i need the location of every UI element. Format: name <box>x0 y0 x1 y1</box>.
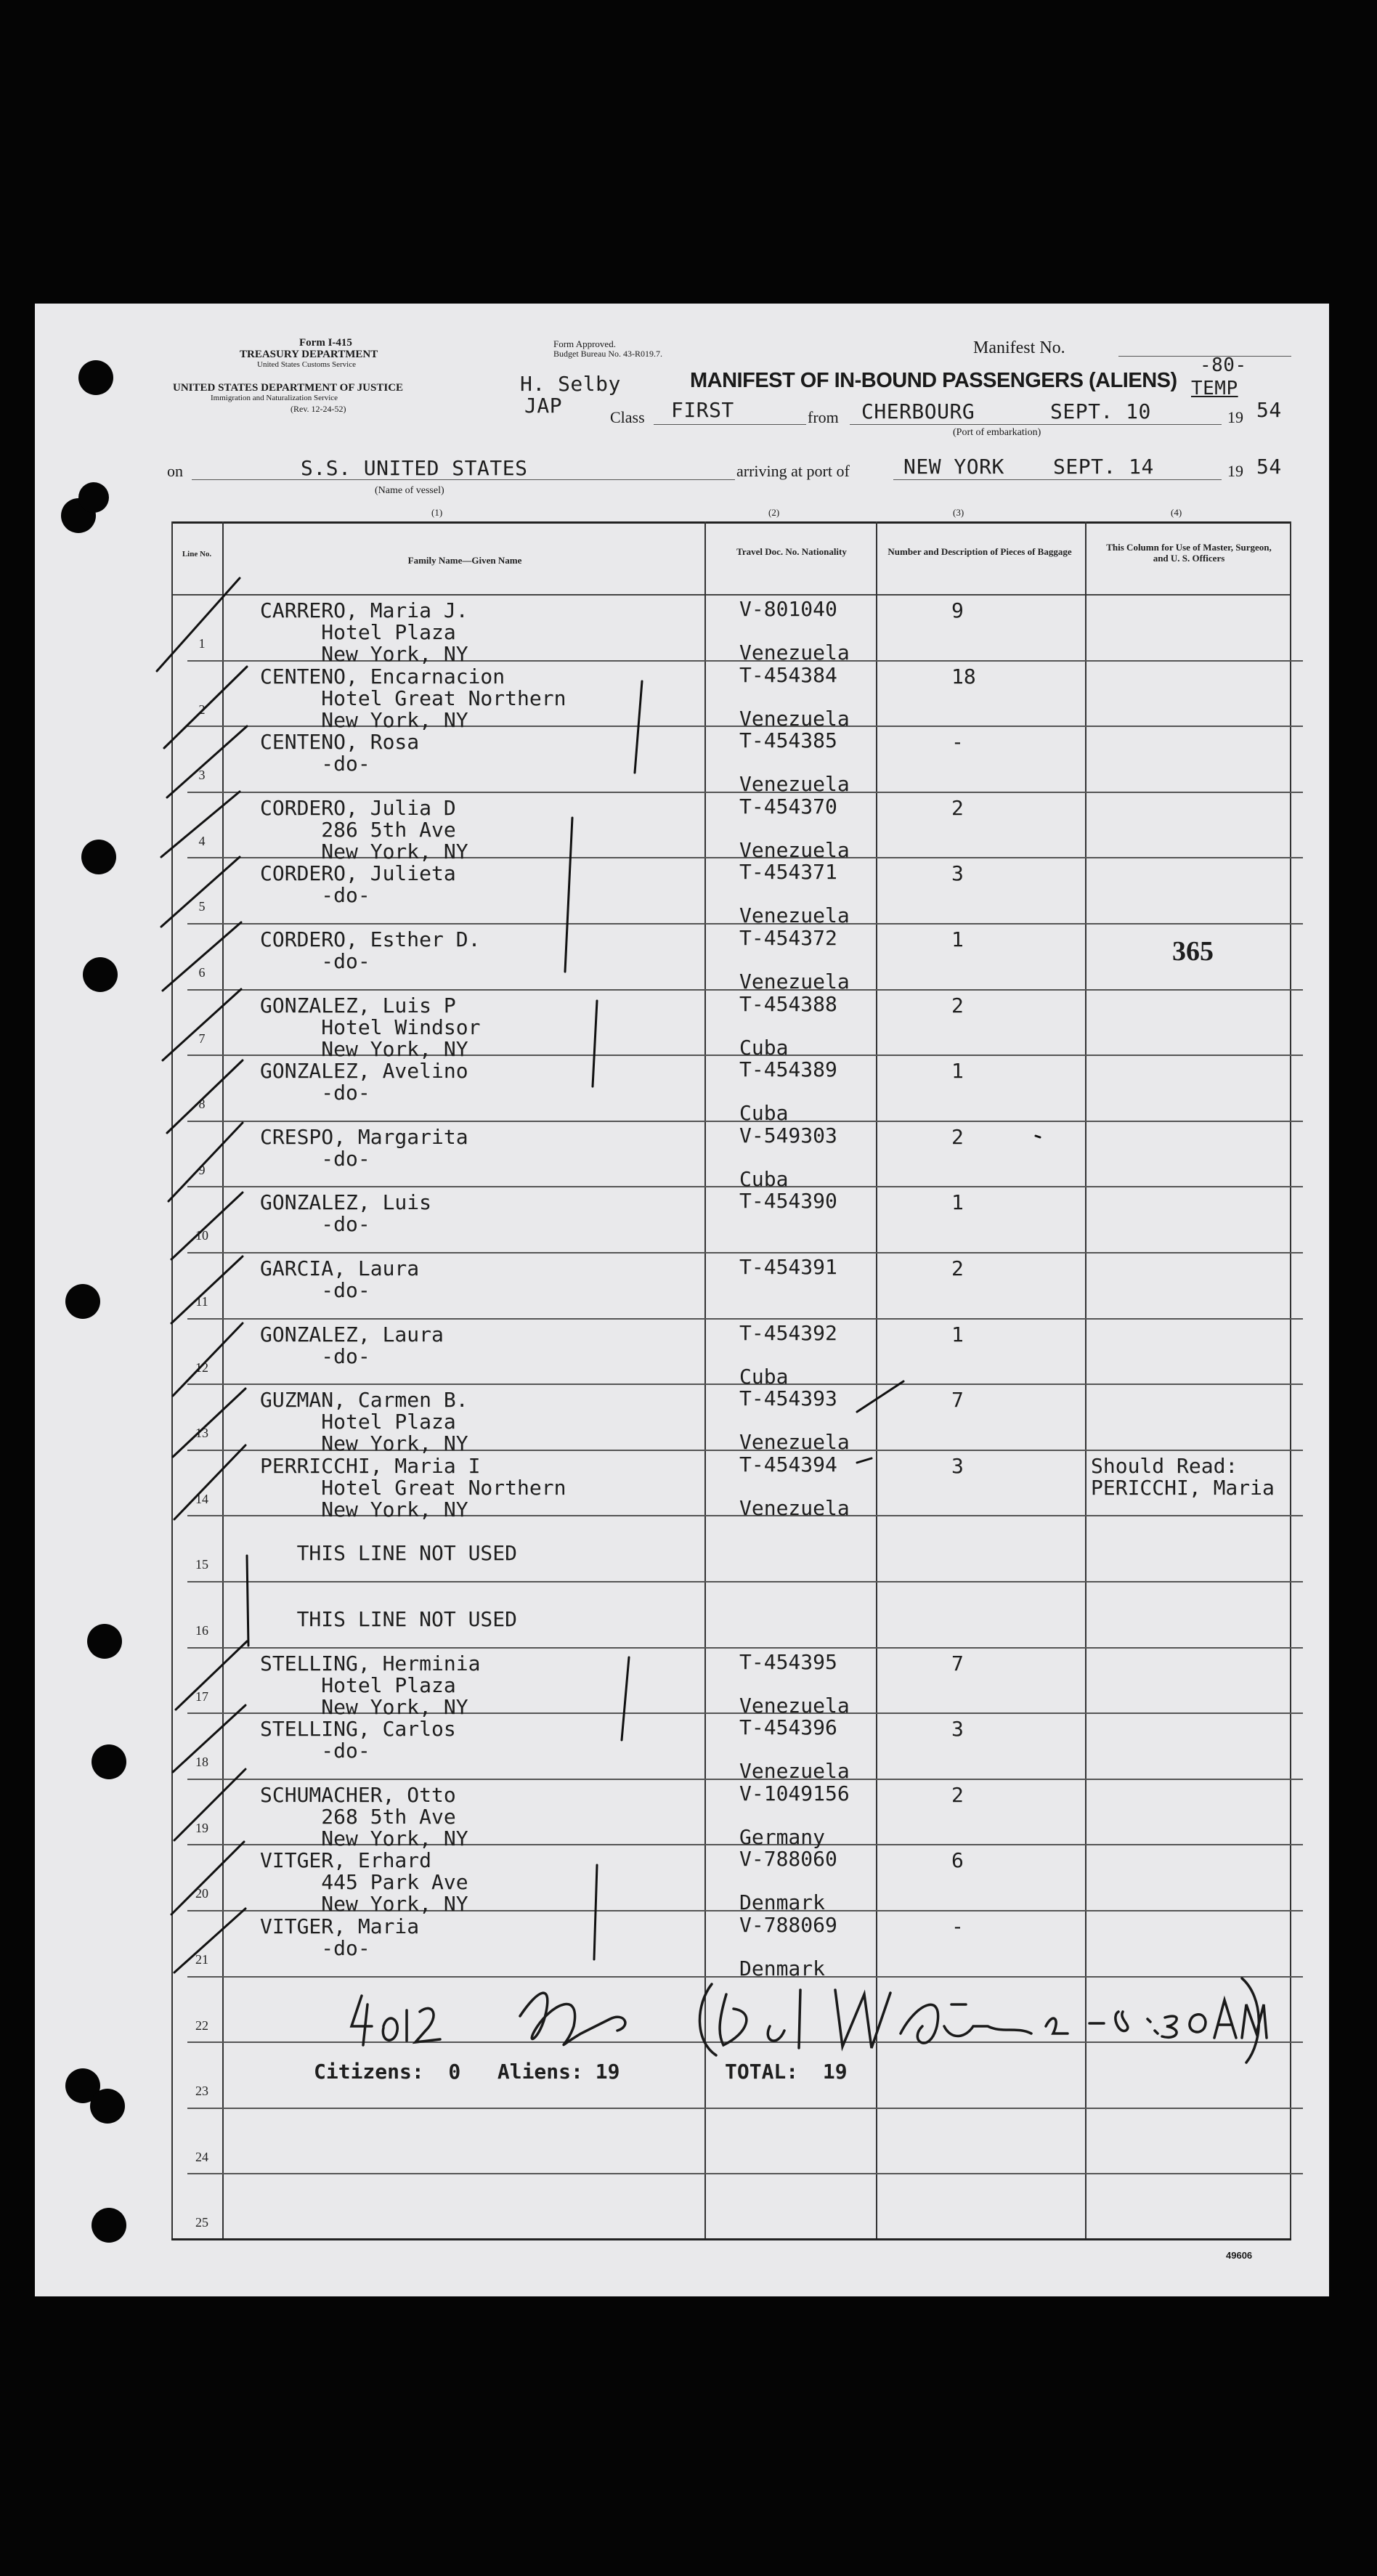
typed-name: H. Selby <box>520 372 621 396</box>
passenger-name: PERRICCHI, Maria I Hotel Great Northern New York, NY <box>260 1453 566 1521</box>
table-right-border <box>1290 521 1291 2240</box>
punch-hole <box>65 1284 100 1319</box>
baggage-count: 1 <box>951 1059 964 1084</box>
baggage-count: 7 <box>951 1388 964 1413</box>
travel-doc-number: V-788060 <box>739 1847 837 1872</box>
depart-year-prefix: 19 <box>1227 408 1243 426</box>
nationality: Venezuela <box>739 970 850 994</box>
travel-doc-number: V-1049156 <box>739 1781 850 1805</box>
line-number: 3 <box>198 768 206 783</box>
col-num-4: (4) <box>1171 507 1182 518</box>
class-value: FIRST <box>671 398 734 422</box>
line-number: 22 <box>195 2018 208 2033</box>
on-label: on <box>167 462 183 480</box>
travel-doc-number: T-454384 <box>739 662 837 687</box>
revision: (Rev. 12-24-52) <box>291 404 346 414</box>
nationality: Venezuela <box>739 772 850 797</box>
travel-doc-number: T-454388 <box>739 991 837 1016</box>
officer-note: Should Read: PERICCHI, Maria <box>1091 1453 1275 1500</box>
row-divider <box>187 1252 1303 1254</box>
line-number: 17 <box>195 1689 208 1704</box>
baggage-count: 2 <box>951 993 964 1017</box>
travel-doc-number: V-788069 <box>739 1913 837 1937</box>
line-number: 21 <box>195 1952 208 1967</box>
manifest-no-label: Manifest No. <box>973 338 1065 357</box>
col-header-travel-doc: Travel Doc. No. Nationality <box>736 546 847 557</box>
baggage-count: - <box>951 730 964 755</box>
officer-note: 365 <box>1172 936 1214 967</box>
line-number: 18 <box>195 1755 208 1770</box>
row-divider <box>187 1318 1303 1320</box>
travel-doc-number: T-454390 <box>739 1189 837 1214</box>
travel-doc-number: T-454372 <box>739 926 837 950</box>
travel-doc-number: T-454393 <box>739 1386 837 1411</box>
class-line <box>654 424 806 425</box>
from-line <box>850 424 1222 425</box>
punch-hole <box>78 482 109 513</box>
col-header-line-no: Line No. <box>182 550 212 558</box>
vessel-label: (Name of vessel) <box>375 485 444 496</box>
arrival-year: 54 <box>1256 455 1282 479</box>
travel-doc-number: T-454391 <box>739 1255 837 1279</box>
passenger-name: CENTENO, Encarnacion Hotel Great Northern New York, NY <box>260 664 566 732</box>
passenger-name: VITGER, Maria -do- <box>260 1914 420 1960</box>
travel-doc-number: T-454392 <box>739 1320 837 1345</box>
depart-date: SEPT. 10 <box>1050 399 1151 423</box>
passenger-name: GUZMAN, Carmen B. Hotel Plaza New York, NY <box>260 1388 468 1456</box>
nationality: Venezuela <box>739 1759 850 1784</box>
col-num-1: (1) <box>431 507 443 518</box>
arrival-port: NEW YORK <box>903 455 1004 479</box>
punch-hole <box>92 1744 126 1779</box>
travel-doc-number: T-454396 <box>739 1715 837 1740</box>
depart-year: 54 <box>1256 398 1282 422</box>
nationality: Venezuela <box>739 903 850 928</box>
baggage-count: 2 <box>951 1256 964 1280</box>
baggage-column-border <box>1085 521 1086 2240</box>
form-approved: Form Approved. <box>553 338 616 349</box>
baggage-count: 3 <box>951 1717 964 1742</box>
baggage-count: 2 <box>951 1782 964 1807</box>
typed-code: JAP <box>524 394 563 418</box>
punch-hole <box>90 2089 125 2124</box>
arriving-label: arriving at port of <box>736 462 850 480</box>
citizens-aliens-totals: Citizens: 0 Aliens: 19 <box>314 2060 620 2084</box>
table-bottom-border <box>171 2238 1291 2240</box>
passenger-name: GONZALEZ, Laura -do- <box>260 1322 444 1368</box>
col-header-name: Family Name—Given Name <box>407 555 522 566</box>
baggage-count: 6 <box>951 1848 964 1873</box>
baggage-count: 3 <box>951 1453 964 1478</box>
travel-doc-number: T-454389 <box>739 1057 837 1082</box>
table-top-border <box>171 521 1290 524</box>
line-number: 23 <box>195 2084 208 2099</box>
line-number: 15 <box>195 1557 208 1572</box>
port-embark-label: (Port of embarkation) <box>953 427 1041 438</box>
name-column-border <box>704 521 706 2240</box>
row-divider <box>187 2173 1303 2174</box>
passenger-name: CARRERO, Maria J. Hotel Plaza New York, NY <box>260 598 468 666</box>
line-number: 7 <box>198 1031 206 1046</box>
arrival-line <box>893 479 1222 480</box>
punch-hole <box>78 360 113 395</box>
customs-service: United States Customs Service <box>257 360 356 369</box>
manifest-temp: TEMP <box>1191 378 1238 399</box>
nationality: Venezuela <box>739 641 850 665</box>
nationality: Germany <box>739 1824 826 1849</box>
col-num-3: (3) <box>953 507 964 518</box>
col-header-baggage: Number and Description of Pieces of Baggage <box>887 546 1072 557</box>
baggage-count: 7 <box>951 1651 964 1675</box>
passenger-name: CORDERO, Julia D 286 5th Ave New York, NY <box>260 795 468 864</box>
nationality: Denmark <box>739 1957 826 1980</box>
passenger-name: THIS LINE NOT USED <box>296 1541 518 1566</box>
line-number: 19 <box>195 1820 208 1835</box>
travel-doc-number: T-454371 <box>739 860 837 885</box>
passenger-name: CORDERO, Julieta -do- <box>260 861 456 908</box>
baggage-count: 2 <box>951 1124 964 1149</box>
treasury-dept: TREASURY DEPARTMENT <box>240 349 378 360</box>
line-number: 14 <box>195 1491 208 1506</box>
justice-dept: UNITED STATES DEPARTMENT OF JUSTICE <box>173 382 404 394</box>
line-number: 2 <box>198 702 206 717</box>
travel-doc-number: V-801040 <box>739 597 837 621</box>
baggage-count: 1 <box>951 1190 964 1215</box>
row-divider <box>187 2041 1303 2043</box>
baggage-count: 9 <box>951 598 964 622</box>
line-number: 9 <box>198 1162 206 1177</box>
class-label: Class <box>610 408 645 426</box>
nationality: Denmark <box>739 1890 826 1915</box>
baggage-count: 1 <box>951 927 964 951</box>
grand-total: TOTAL: 19 <box>725 2060 848 2084</box>
line-number: 5 <box>198 899 206 914</box>
arrival-year-prefix: 19 <box>1227 462 1243 480</box>
passenger-name: GONZALEZ, Luis P Hotel Windsor New York, NY <box>260 993 481 1061</box>
doc-column-border <box>876 521 877 2240</box>
passenger-name: GARCIA, Laura -do- <box>260 1256 420 1302</box>
travel-doc-number: T-454385 <box>739 728 837 753</box>
header-bottom-border <box>171 594 1290 596</box>
row-divider <box>187 1647 1303 1649</box>
manifest-title: MANIFEST OF IN-BOUND PASSENGERS (ALIENS) <box>690 369 1177 392</box>
line-number: 20 <box>195 1886 208 1901</box>
nationality: Venezuela <box>739 1430 850 1455</box>
passenger-name: CENTENO, Rosa -do- <box>260 730 420 776</box>
vessel-name: S.S. UNITED STATES <box>301 456 528 480</box>
nationality: Cuba <box>739 1166 789 1191</box>
manifest-no: -80- <box>1200 354 1247 376</box>
baggage-count: 18 <box>951 664 976 688</box>
from-label: from <box>808 408 839 426</box>
line-number: 11 <box>195 1294 208 1309</box>
line-number: 24 <box>195 2149 208 2164</box>
row-divider <box>187 1581 1303 1582</box>
line-number: 12 <box>195 1360 208 1375</box>
line-number: 6 <box>198 965 206 980</box>
line-number: 25 <box>195 2215 208 2230</box>
passenger-name: CRESPO, Margarita -do- <box>260 1124 468 1171</box>
nationality: Venezuela <box>739 1693 850 1718</box>
form-number: Form I-415 <box>299 337 352 349</box>
baggage-count: 1 <box>951 1322 964 1346</box>
passenger-name: STELLING, Herminia Hotel Plaza New York, NY <box>260 1651 481 1719</box>
baggage-count: - <box>951 1914 964 1938</box>
passenger-name: CORDERO, Esther D. -do- <box>260 927 481 973</box>
line-number: 16 <box>195 1623 208 1638</box>
nationality: Venezuela <box>739 1495 850 1520</box>
travel-doc-number: T-454394 <box>739 1452 837 1476</box>
row-divider <box>187 2108 1303 2109</box>
from-port: CHERBOURG <box>861 399 975 423</box>
travel-doc-number: T-454370 <box>739 794 837 818</box>
travel-doc-number: V-549303 <box>739 1123 837 1147</box>
nationality: Venezuela <box>739 837 850 862</box>
punch-hole <box>81 840 116 874</box>
line-number: 4 <box>198 833 206 848</box>
line-number: 10 <box>195 1228 208 1243</box>
nationality: Cuba <box>739 1035 789 1060</box>
arrival-date: SEPT. 14 <box>1053 455 1154 479</box>
punch-hole <box>87 1624 122 1659</box>
line-number: 13 <box>195 1426 208 1441</box>
nationality: Cuba <box>739 1364 789 1389</box>
passenger-name: SCHUMACHER, Otto 268 5th Ave New York, NY <box>260 1782 468 1850</box>
nationality: Cuba <box>739 1101 789 1126</box>
punch-hole <box>92 2208 126 2243</box>
passenger-name: THIS LINE NOT USED <box>296 1607 518 1631</box>
line-number: 1 <box>198 636 206 651</box>
passenger-name: GONZALEZ, Avelino -do- <box>260 1059 468 1105</box>
passenger-name: STELLING, Carlos -do- <box>260 1717 456 1763</box>
nationality: Venezuela <box>739 706 850 731</box>
baggage-count: 3 <box>951 861 964 886</box>
passenger-name: VITGER, Erhard 445 Park Ave New York, NY <box>260 1848 468 1917</box>
budget-bureau: Budget Bureau No. 43-R019.7. <box>553 349 662 359</box>
line-number: 8 <box>198 1097 206 1112</box>
travel-doc-number: T-454395 <box>739 1649 837 1674</box>
form-code: 49606 <box>1226 2250 1253 2261</box>
ins-service: Immigration and Naturalization Service <box>211 394 338 402</box>
col-header-officers: This Column for Use of Master, Surgeon, and U. S. Officers <box>1106 542 1272 564</box>
baggage-count: 2 <box>951 795 964 820</box>
passenger-name: GONZALEZ, Luis -do- <box>260 1190 432 1237</box>
col-num-2: (2) <box>768 507 780 518</box>
punch-hole <box>83 957 118 992</box>
